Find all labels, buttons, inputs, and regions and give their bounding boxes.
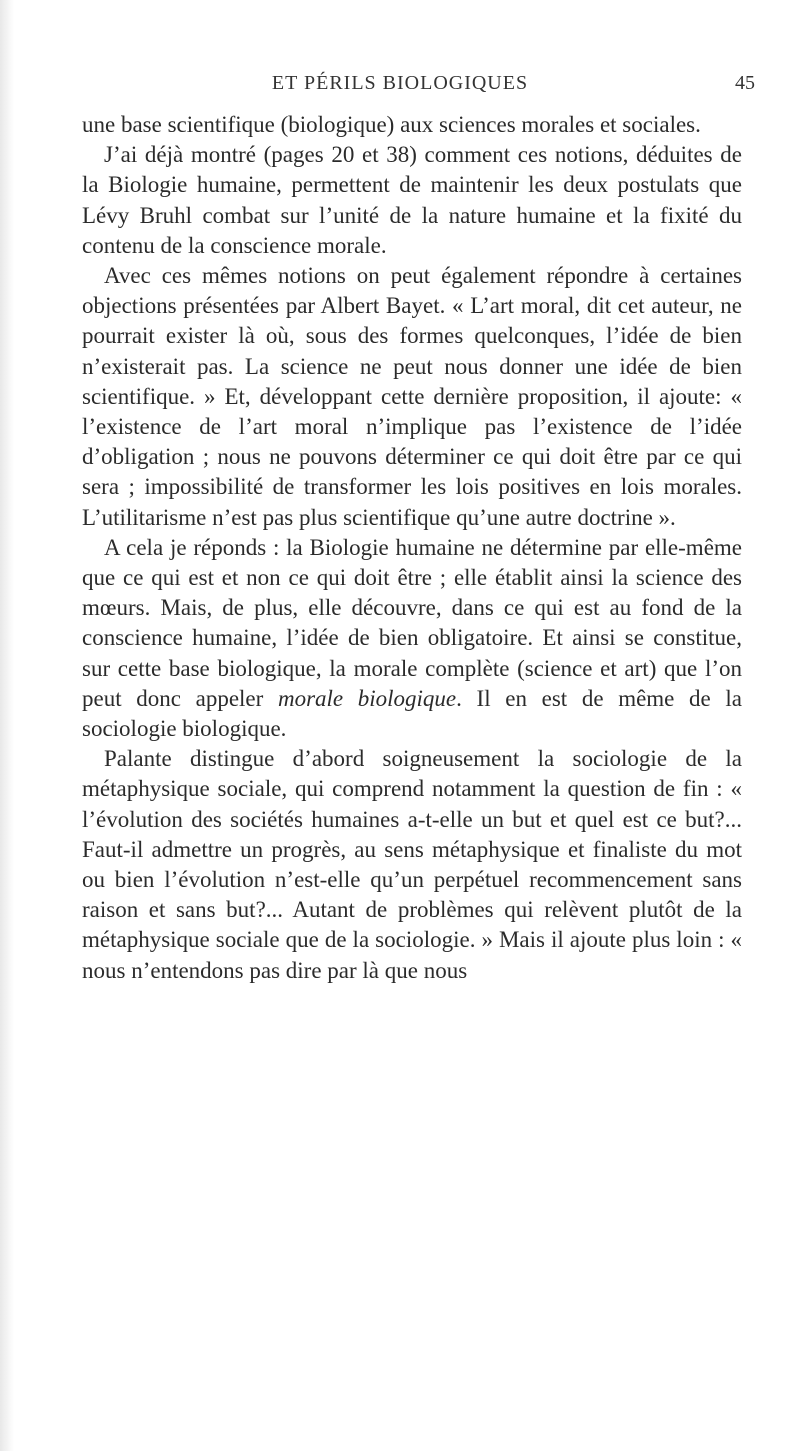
page-header — [0, 72, 800, 102]
page-edge-shadow — [0, 0, 14, 1451]
paragraph-4-text-before: A cela je réponds : la Biologie humaine ne détermine par elle-même que ce qui est et non ce qui doit être ; elle établit ainsi la science des mœurs. Mais, de plus, elle découvre, dans ce qui est au fond de la conscience humaine, l’idée de bien obligatoire. Et ainsi se constitue, sur cette base biologique, la morale complète (science et art) que l’on peut donc appeler — [82, 534, 742, 711]
paragraph-1: une base scientifique (biologique) aux sciences morales et sociales. — [82, 112, 701, 137]
paragraph-2: J’ai déjà montré (pages 20 et 38) comment ces notions, déduites de la Biologie humaine, permettent de maintenir les deux postulats que Lévy Bruhl combat sur l’unité de la nature humaine et la fixité du contenu de la conscience morale. — [82, 142, 742, 258]
paragraph-4-italic-term: morale biologique — [277, 685, 457, 711]
paragraph-3: Avec ces mêmes notions on peut également répondre à certaines objections présentées par Albert Bayet. « L’art moral, dit cet auteur, ne pourrait exister là où, sous des formes quelconques, l’idée de bien n’existerait pas. La science ne peut nous donner une idée de bien scientifique. » Et, développant cette dernière proposition, il ajoute: « l’existence de l’art moral n’implique pas l’existence de l’idée d’obligation ; nous ne pouvons déterminer ce qui doit être par ce qui sera ; impossibilité de transformer les lois positives en lois morales. L’utilitarisme n’est pas plus scientifique qu’une autre doctrine ». — [82, 263, 742, 530]
running-title: ET PÉRILS BIOLOGIQUES — [271, 72, 529, 94]
paragraph-5: Palante distingue d’abord soigneusement la sociologie de la métaphysique sociale, qui comprend notamment la question de fin : « l’évolution des sociétés humaines a-t-elle un but et quel est ce but?... Faut-il admettre un progrès, au sens métaphysique et finaliste du mot ou bien l’évolution n’est-elle qu’un perpétuel recommencement sans raison et sans but?... Autant de problèmes qui relèvent plutôt de la métaphysique sociale que de la sociologie. » Mais il ajoute plus loin : « nous n’entendons pas dire par là que nous — [82, 746, 742, 983]
paragraph-4-text-after: . Il en est de même de la sociologie biologique. — [82, 685, 743, 742]
page-number: 45 — [735, 72, 755, 94]
body-text — [82, 110, 742, 986]
paragraph-4 — [82, 533, 742, 744]
